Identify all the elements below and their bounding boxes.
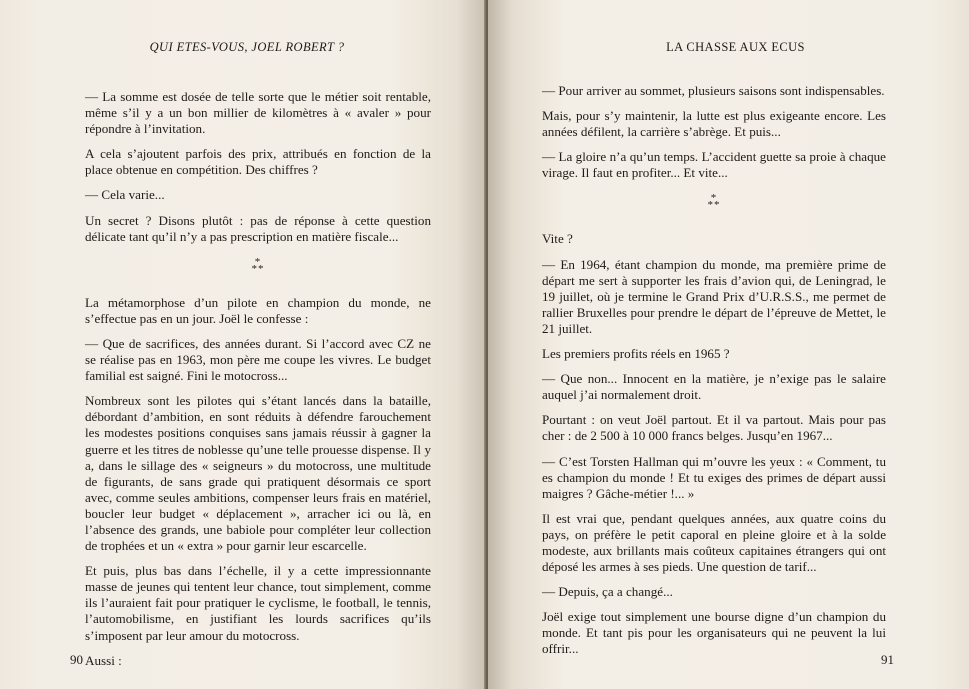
right-page (488, 0, 969, 689)
asterism: * ** (251, 255, 265, 275)
paragraph: — Pour arriver au sommet, plusieurs saisons sont indispensables. (542, 83, 885, 98)
paragraph: A cela s’ajoutent parfois des prix, attribués en fonction de la place obtenue en compétition. Des chiffres ? (85, 146, 431, 178)
paragraph: Aussi : (85, 652, 122, 668)
section-separator (85, 255, 431, 275)
paragraph: — Que de sacrifices, des années durant. Si l’accord avec CZ ne se réalise pas en 1963, mon père me coupe les vivres. Le budget familial est saigné. Fini le motocross... (85, 335, 431, 384)
paragraph: Mais, pour s’y maintenir, la lutte est plus exigeante encore. Les années défilent, la carrière s’abrège. Et puis... (542, 108, 886, 140)
paragraph: Nombreux sont les pilotes qui s’étant lancés dans la bataille, débordant d’ambition, en sont réduits à défendre farouchement les modestes positions conquises sans jamais réussir à gagner la guerre et les titres de noblesse qu’une telle prouesse dispense. Il y a, dans le sillage des « seigneurs » du motocross, une multitude de figurants, de sans grade qui pratiquent désormais ce sport avec, comme seules ambitions, compenser leurs frais en matériel, boucler leur budget « déplacement », arracher ici ou là, en l’absence des grands, une babiole pour compléter leur collection de trophées et un « extra » pour garnir leur escarcelle. (85, 393, 431, 554)
section-separator (542, 192, 886, 212)
right-page-text (542, 83, 886, 667)
page-number-right: 91 (881, 652, 894, 667)
running-head-left: QUI ETES-VOUS, JOEL ROBERT ? (149, 40, 345, 54)
paragraph: — En 1964, étant champion du monde, ma première prime de départ me sert à supporter les frais d’avion qui, de Leningrad, le 19 juillet, où je termine le Grand Prix d’U.R.S.S., me permet de rallier Bruxelles pour prendre le départ de l’épreuve de Mettet, le 21 juillet. (542, 256, 886, 336)
paragraph: Il est vrai que, pendant quelques années, aux quatre coins du pays, on préfère le petit caporal en pleine gloire et à la solde modeste, aux brillants mais coûteux capitaines étrangers qui ont déposé les armes à ses pieds. Une question de tarif... (542, 510, 886, 575)
running-head-right: LA CHASSE AUX ECUS (666, 40, 805, 54)
paragraph: — Que non... Innocent en la matière, je n’exige pas le salaire auquel j’ai normalement droit. (542, 371, 886, 403)
paragraph: Un secret ? Disons plutôt : pas de réponse à cette question délicate tant qu’il n’y a pas prescription en matière fiscale... (85, 212, 431, 244)
paragraph: Et puis, plus bas dans l’échelle, il y a cette impressionnante masse de jeunes qui tentent leur chance, tout simplement, comme ils l’auraient fait pour pratiquer le cyclisme, le football, le tennis, l’automobilisme, en justifiant les lourds sacrifices qu’ils s’imposent par leur amour du motocross. (85, 563, 431, 643)
paragraph: — La gloire n’a qu’un temps. L’accident guette sa proie à chaque virage. Il faut en profiter... Et vite... (542, 149, 886, 181)
paragraph: Joël exige tout simplement une bourse digne d’un champion du monde. Et tant pis pour les organisateurs qui ne peuvent la lui offrir... (542, 609, 886, 657)
asterism: * ** (707, 192, 721, 212)
page-number-left: 90 (70, 652, 83, 667)
paragraph: Vite ? (542, 231, 573, 247)
paragraph: Pourtant : on veut Joël partout. Et il va partout. Mais pour pas cher : de 2 500 à 10 000 francs belges. Jusqu’en 1967... (542, 412, 886, 444)
paragraph: — C’est Torsten Hallman qui m’ouvre les yeux : « Comment, tu es champion du monde ! Et tu exiges des primes de départ aussi maigres ? Gâche-métier !... » (542, 453, 886, 501)
left-page-text (85, 89, 431, 678)
paragraph: — Cela varie... (85, 187, 165, 203)
paragraph: Les premiers profits réels en 1965 ? (542, 346, 730, 362)
paragraph: La métamorphose d’un pilote en champion du monde, ne s’effectue pas en un jour. Joël le confesse : (85, 294, 431, 326)
paragraph: — Depuis, ça a changé... (542, 584, 673, 600)
paragraph: — La somme est dosée de telle sorte que le métier soit rentable, même s’il y a un bon millier de kilomètres à « avaler » pour répondre à l’invitation. (85, 89, 431, 137)
